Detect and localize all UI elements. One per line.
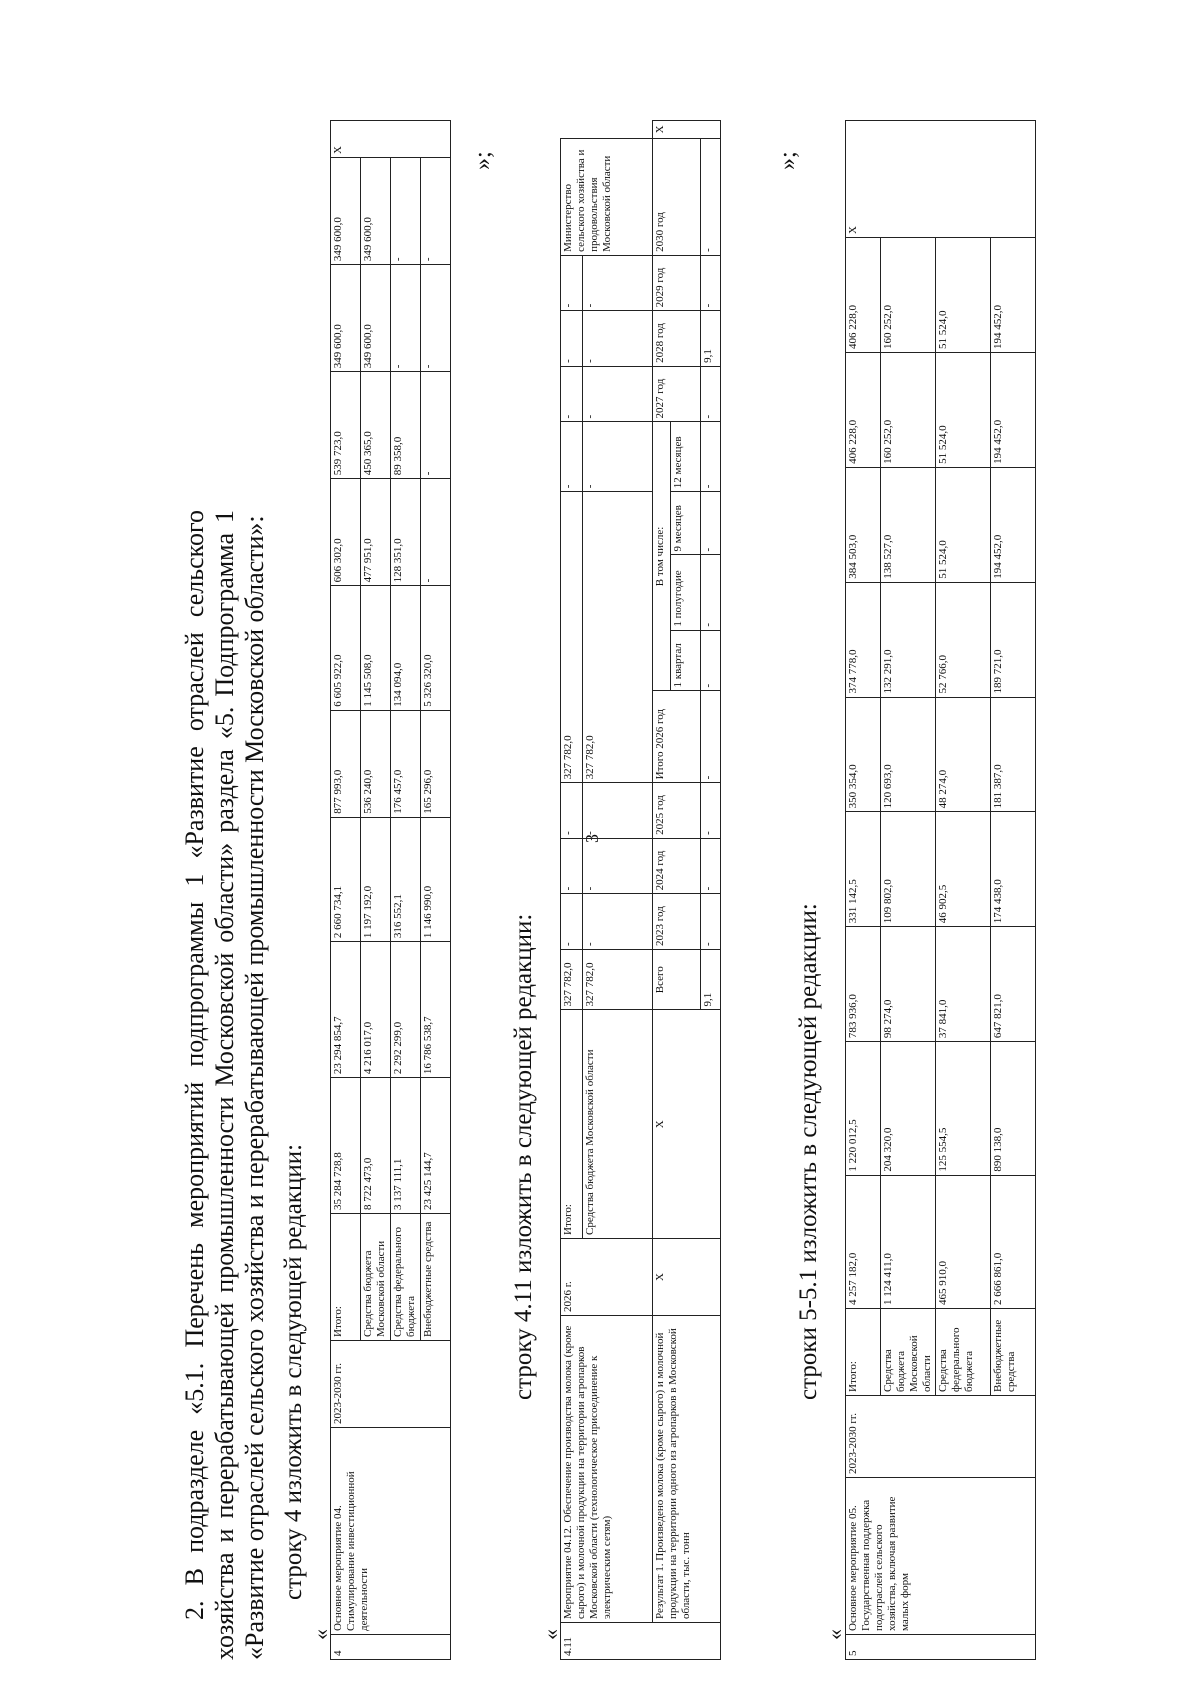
value-cell: 132 291,0 — [881, 582, 936, 697]
value-cell: 349 600,0 — [331, 158, 361, 265]
intro-paragraph — [180, 510, 270, 1660]
value-cell: 165 296,0 — [421, 710, 451, 817]
page-number: 3 — [582, 834, 602, 843]
value-cell: 374 778,0 — [846, 582, 881, 697]
value-cell: 204 320,0 — [881, 1042, 936, 1175]
x-cell: X — [653, 1239, 721, 1316]
value-cell: - — [701, 422, 721, 492]
value-cell: 98 274,0 — [881, 927, 936, 1042]
result-name: Результат 1. Произведено молока (кроме сырого) и молочной продукции на территории одного из агропарков в Московской области, тыс. тонн — [653, 1316, 721, 1623]
header-sub: 1 полугодие — [671, 555, 701, 630]
value-cell: 52 766,0 — [936, 582, 991, 697]
close-quote-2: »; — [775, 151, 801, 170]
value-cell: 160 252,0 — [881, 238, 936, 353]
value-cell: 327 782,0 — [561, 492, 583, 783]
value-cell: - — [701, 838, 721, 894]
value-cell: - — [561, 255, 583, 311]
header-year: 2028 год — [653, 311, 701, 367]
value-cell: 647 821,0 — [991, 927, 1036, 1042]
value-cell: 1 124 411,0 — [881, 1175, 936, 1308]
value-cell: 9,1 — [701, 311, 721, 367]
x-cell: X — [653, 1010, 721, 1239]
value-cell: 37 841,0 — [936, 927, 991, 1042]
row-name: Основное мероприятие 04. Стимулирование инвестиционной деятельности — [331, 1428, 451, 1635]
value-cell: - — [561, 783, 583, 839]
value-cell: 194 452,0 — [991, 352, 1036, 467]
header-year: 2029 год — [653, 255, 701, 311]
value-cell: 890 138,0 — [991, 1042, 1036, 1175]
value-cell: - — [583, 366, 653, 422]
value-cell: 2 660 734,1 — [331, 817, 361, 941]
value-cell: 125 554,5 — [936, 1042, 991, 1175]
value-cell: 1 220 012,5 — [846, 1042, 881, 1175]
header-year: 2027 год — [653, 366, 701, 422]
value-cell: - — [561, 366, 583, 422]
value-cell: - — [701, 630, 721, 691]
total-label: Итого: — [561, 1010, 583, 1239]
source-label: Средства федерального бюджета — [936, 1309, 991, 1396]
value-cell: 8 722 473,0 — [361, 1078, 391, 1214]
value-cell: 349 600,0 — [361, 158, 391, 265]
table-row-5 — [845, 120, 1036, 1660]
header-including: В том числе: — [653, 422, 671, 691]
value-cell: 89 358,0 — [391, 372, 421, 479]
value-cell: - — [561, 422, 583, 492]
value-cell: 327 782,0 — [583, 492, 653, 783]
value-cell: - — [583, 783, 653, 839]
value-cell: - — [701, 255, 721, 311]
value-cell: - — [583, 255, 653, 311]
value-cell: 3 137 111,1 — [391, 1078, 421, 1214]
value-cell: 51 524,0 — [936, 238, 991, 353]
source-label: Внебюджетные средства — [421, 1214, 451, 1341]
row-period: 2023-2030 гг. — [846, 1396, 1036, 1478]
value-cell: 2 292 299,0 — [391, 942, 421, 1078]
rotated-content — [60, 63, 1180, 1660]
header-total: Всего — [653, 949, 701, 1010]
source-label: Средства федерального бюджета — [391, 1214, 421, 1341]
open-quote-2: « — [538, 1629, 563, 1640]
value-cell: - — [583, 311, 653, 367]
instruction-row-5: строки 5-5.1 изложить в следующей редакции: — [795, 903, 822, 1400]
value-cell: 181 387,0 — [991, 697, 1036, 812]
value-cell: - — [701, 555, 721, 630]
intro-text: 2. В подразделе «5.1. Перечень мероприятий подпрограммы 1 «Развитие отраслей сельского хозяйства и перерабатывающей промышленности Московской области» раздела «5. Подпрограмма 1 «Развитие отраслей сельского хозяйства и перерабатывающей промышленности Московской области»: — [180, 510, 269, 1660]
executor-x: X — [331, 121, 451, 158]
header-year: 2024 год — [653, 838, 701, 894]
source-label: Средства бюджета Московской области — [881, 1309, 936, 1396]
value-cell: 23 294 854,7 — [331, 942, 361, 1078]
value-cell: - — [583, 422, 653, 492]
executor: Министерство сельского хозяйства и продовольствия Московской области — [561, 138, 653, 255]
value-cell: 5 326 320,0 — [421, 586, 451, 710]
executor-x: X — [846, 121, 1036, 238]
value-cell: 465 910,0 — [936, 1175, 991, 1308]
value-cell: - — [561, 894, 583, 950]
value-cell: 134 094,0 — [391, 586, 421, 710]
source-label: Внебюджетные средства — [991, 1309, 1036, 1396]
value-cell: 350 354,0 — [846, 697, 881, 812]
value-cell: 539 723,0 — [331, 372, 361, 479]
value-cell: 783 936,0 — [846, 927, 881, 1042]
row-name: Мероприятие 04.12. Обеспечение производства молока (кроме сырого) и молочной продукции на территории агропарков Московской области (технологическое присоединение к электрическим сетям) — [561, 1316, 653, 1623]
table-row-4 — [330, 120, 451, 1660]
value-cell: - — [421, 158, 451, 265]
value-cell: 1 146 990,0 — [421, 817, 451, 941]
instruction-row-411: строку 4.11 изложить в следующей редакции: — [510, 913, 537, 1400]
instruction-row-4: строку 4 изложить в следующей редакции: — [280, 1143, 307, 1600]
value-cell: - — [701, 691, 721, 783]
header-sub: 1 квартал — [671, 630, 701, 691]
value-cell: - — [391, 158, 421, 265]
value-cell: 4 257 182,0 — [846, 1175, 881, 1308]
value-cell: 606 302,0 — [331, 479, 361, 586]
value-cell: 35 284 728,8 — [331, 1078, 361, 1214]
value-cell: 160 252,0 — [881, 352, 936, 467]
value-cell: 194 452,0 — [991, 238, 1036, 353]
value-cell: 331 142,5 — [846, 812, 881, 927]
value-cell: 4 216 017,0 — [361, 942, 391, 1078]
value-cell: 349 600,0 — [331, 265, 361, 372]
source-label: Средства бюджета Московской области — [583, 1010, 653, 1239]
value-cell: 327 782,0 — [583, 949, 653, 1010]
value-cell: 316 552,1 — [391, 817, 421, 941]
value-cell: 6 605 922,0 — [331, 586, 361, 710]
value-cell: - — [421, 265, 451, 372]
header-sub: 12 месяцев — [671, 422, 701, 492]
value-cell: - — [421, 372, 451, 479]
value-cell: - — [701, 894, 721, 950]
value-cell: 109 802,0 — [881, 812, 936, 927]
value-cell: 349 600,0 — [361, 265, 391, 372]
value-cell: 174 438,0 — [991, 812, 1036, 927]
value-cell: 128 351,0 — [391, 479, 421, 586]
value-cell: - — [701, 783, 721, 839]
value-cell: 877 993,0 — [331, 710, 361, 817]
source-label: Итого: — [846, 1309, 881, 1396]
value-cell: - — [701, 492, 721, 555]
value-cell: - — [421, 479, 451, 586]
close-quote-1: »; — [470, 151, 496, 170]
header-year: 2023 год — [653, 894, 701, 950]
value-cell: 1 197 192,0 — [361, 817, 391, 941]
table-row-411 — [560, 120, 721, 1660]
value-cell: 176 457,0 — [391, 710, 421, 817]
value-cell: - — [701, 366, 721, 422]
value-cell: - — [583, 838, 653, 894]
row-name: Основное мероприятие 05. Государственная поддержка подотраслей сельского хозяйства, включая развитие малых форм — [846, 1478, 1036, 1635]
value-cell: 9,1 — [701, 949, 721, 1010]
value-cell: 51 524,0 — [936, 352, 991, 467]
value-cell: 51 524,0 — [936, 467, 991, 582]
header-year: 2025 год — [653, 783, 701, 839]
value-cell: 16 786 538,7 — [421, 942, 451, 1078]
value-cell: - — [561, 311, 583, 367]
value-cell: 406 228,0 — [846, 238, 881, 353]
header-year: Итого 2026 год — [653, 691, 701, 783]
value-cell: 327 782,0 — [561, 949, 583, 1010]
value-cell: - — [561, 838, 583, 894]
value-cell: 2 666 861,0 — [991, 1175, 1036, 1308]
row-number: 4 — [331, 1635, 451, 1660]
value-cell: - — [701, 138, 721, 255]
value-cell: 406 228,0 — [846, 352, 881, 467]
value-cell: 23 425 144,7 — [421, 1078, 451, 1214]
value-cell: 189 721,0 — [991, 582, 1036, 697]
value-cell: 46 902,5 — [936, 812, 991, 927]
value-cell: 120 693,0 — [881, 697, 936, 812]
value-cell: 48 274,0 — [936, 697, 991, 812]
open-quote-3: « — [822, 1629, 847, 1640]
value-cell: 138 527,0 — [881, 467, 936, 582]
value-cell: 450 365,0 — [361, 372, 391, 479]
value-cell: - — [583, 894, 653, 950]
value-cell: 194 452,0 — [991, 467, 1036, 582]
row-number: 4.11 — [561, 1623, 721, 1660]
source-label: Итого: — [331, 1214, 361, 1341]
row-period: 2023-2030 гг. — [331, 1341, 451, 1428]
open-quote-1: « — [308, 1629, 333, 1640]
row-period: 2026 г. — [561, 1239, 653, 1316]
value-cell: 477 951,0 — [361, 479, 391, 586]
header-sub: 9 месяцев — [671, 492, 701, 555]
value-cell: 536 240,0 — [361, 710, 391, 817]
value-cell: 1 145 508,0 — [361, 586, 391, 710]
value-cell: - — [391, 265, 421, 372]
header-year: 2030 год — [653, 138, 701, 255]
row-number: 5 — [846, 1635, 1036, 1660]
value-cell: 384 503,0 — [846, 467, 881, 582]
x-cell: X — [653, 121, 721, 139]
source-label: Средства бюджета Московской области — [361, 1214, 391, 1341]
